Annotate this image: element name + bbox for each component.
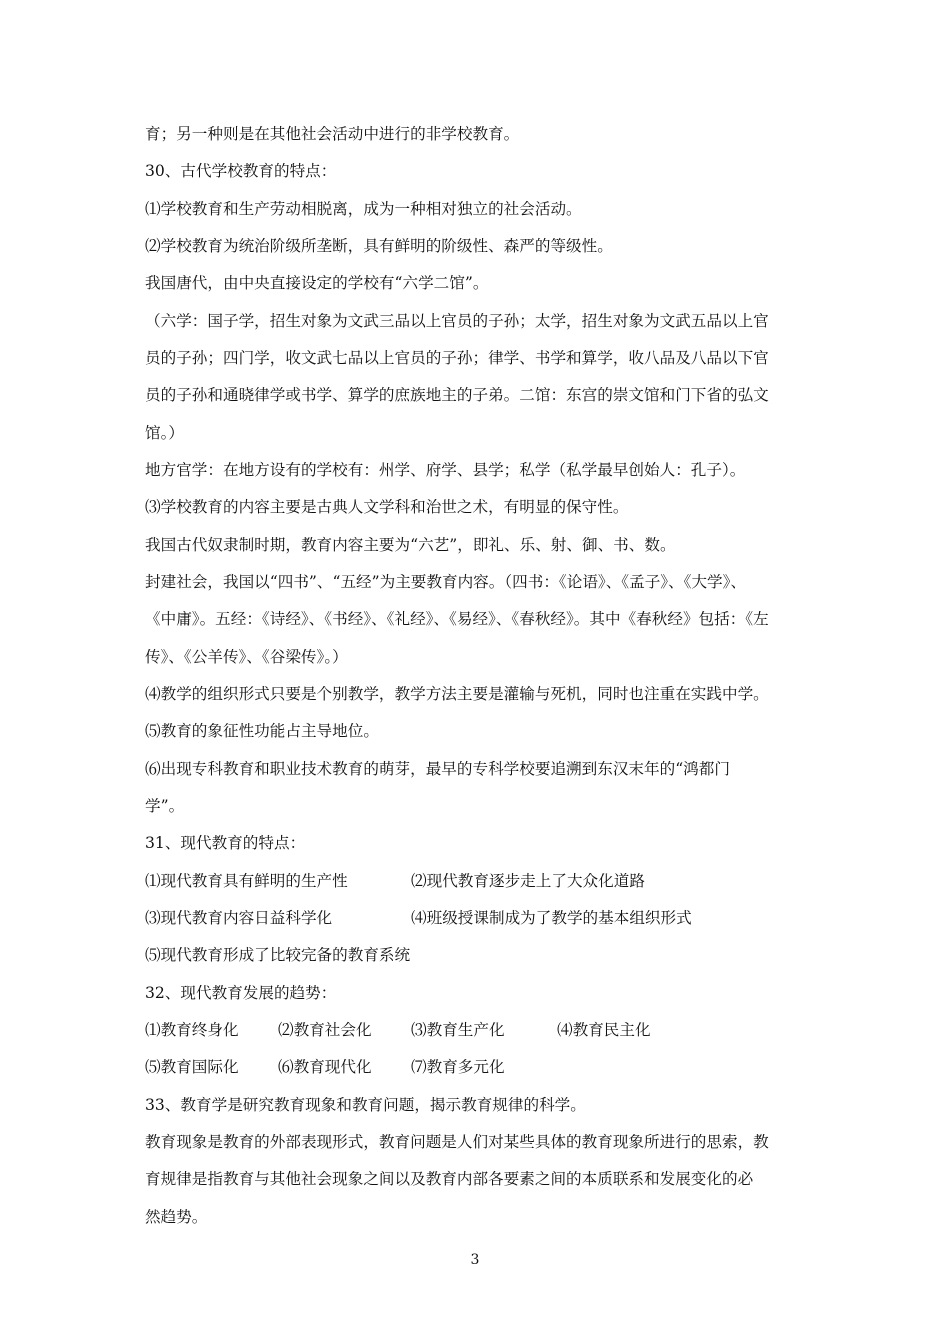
text-line: ⑸教育的象征性功能占主导地位。 (145, 722, 379, 740)
text-line: ⑵学校教育为统治阶级所垄断，具有鲜明的阶级性、森严的等级性。 (145, 237, 613, 255)
trend-row (145, 1020, 810, 1040)
trend-item: ⑴教育终身化 (145, 1021, 239, 1039)
text-line: 传》、《公羊传》、《谷梁传》。） (145, 648, 348, 666)
text-line: 育；另一种则是在其他社会活动中进行的非学校教育。 (145, 125, 520, 143)
text-line: 然趋势。 (145, 1208, 208, 1226)
text-line: （六学：国子学，招生对象为文武三品以上官员的子孙；太学，招生对象为文武五品以上官 (145, 312, 769, 330)
trend-row (145, 1057, 810, 1077)
text-line: 教育现象是教育的外部表现形式，教育问题是人们对某些具体的教育现象所进行的思索，教 (145, 1133, 769, 1151)
trend-item: ⑷教育民主化 (557, 1021, 651, 1039)
trend-item: ⑶教育生产化 (411, 1021, 505, 1039)
text-line: ⑶学校教育的内容主要是古典人文学科和治世之术，有明显的保守性。 (145, 498, 629, 516)
feature-item: ⑸现代教育形成了比较完备的教育系统 (145, 946, 411, 964)
text-line: 育规律是指教育与其他社会现象之间以及教育内部各要素之间的本质联系和发展变化的必 (145, 1170, 754, 1188)
feature-item: ⑷班级授课制成为了教学的基本组织形式 (411, 909, 692, 927)
text-line: 封建社会，我国以“四书”、“五经”为主要教育内容。（四书：《论语》、《孟子》、《大学》、 (145, 573, 747, 591)
trend-item: ⑸教育国际化 (145, 1058, 239, 1076)
section-heading-33: 33、教育学是研究教育现象和教育问题，揭示教育规律的科学。 (145, 1096, 586, 1114)
feature-item: ⑶现代教育内容日益科学化 (145, 909, 333, 927)
text-line: 我国唐代，由中央直接设定的学校有“六学二馆”。 (145, 274, 489, 292)
feature-row (145, 908, 810, 928)
text-line: 地方官学：在地方设有的学校有：州学、府学、县学；私学（私学最早创始人：孔子）。 (145, 461, 746, 479)
feature-item: ⑴现代教育具有鲜明的生产性 (145, 872, 348, 890)
trend-item: ⑺教育多元化 (411, 1058, 505, 1076)
section-heading-30: 30、古代学校教育的特点： (145, 162, 337, 180)
text-line: ⑹出现专科教育和职业技术教育的萌芽，最早的专科学校要追溯到东汉末年的“鸿都门 (145, 760, 730, 778)
feature-row (145, 871, 810, 891)
trend-item: ⑹教育现代化 (278, 1058, 372, 1076)
text-line: 我国古代奴隶制时期，教育内容主要为“六艺”，即礼、乐、射、御、书、数。 (145, 536, 676, 554)
text-line: 馆。） (145, 424, 184, 442)
page-number: 3 (470, 1252, 480, 1268)
text-line: 员的子孙和通晓律学或书学、算学的庶族地主的子弟。二馆：东宫的崇文馆和门下省的弘文 (145, 386, 769, 404)
section-heading-32: 32、现代教育发展的趋势： (145, 984, 337, 1002)
text-line: 《中庸》。五经：《诗经》、《书经》、《礼经》、《易经》、《春秋经》。其中《春秋经》包括：《左 (145, 610, 769, 628)
feature-item: ⑵现代教育逐步走上了大众化道路 (411, 872, 645, 890)
trend-item: ⑵教育社会化 (278, 1021, 372, 1039)
text-line: ⑷教学的组织形式只要是个别教学，教学方法主要是灌输与死机，同时也注重在实践中学。 (145, 685, 769, 703)
text-line: 员的子孙；四门学，收文武七品以上官员的子孙；律学、书学和算学，收八品及八品以下官 (145, 349, 769, 367)
text-line: 学”。 (145, 797, 185, 815)
section-heading-31: 31、现代教育的特点： (145, 834, 306, 852)
text-line: ⑴学校教育和生产劳动相脱离，成为一种相对独立的社会活动。 (145, 200, 582, 218)
